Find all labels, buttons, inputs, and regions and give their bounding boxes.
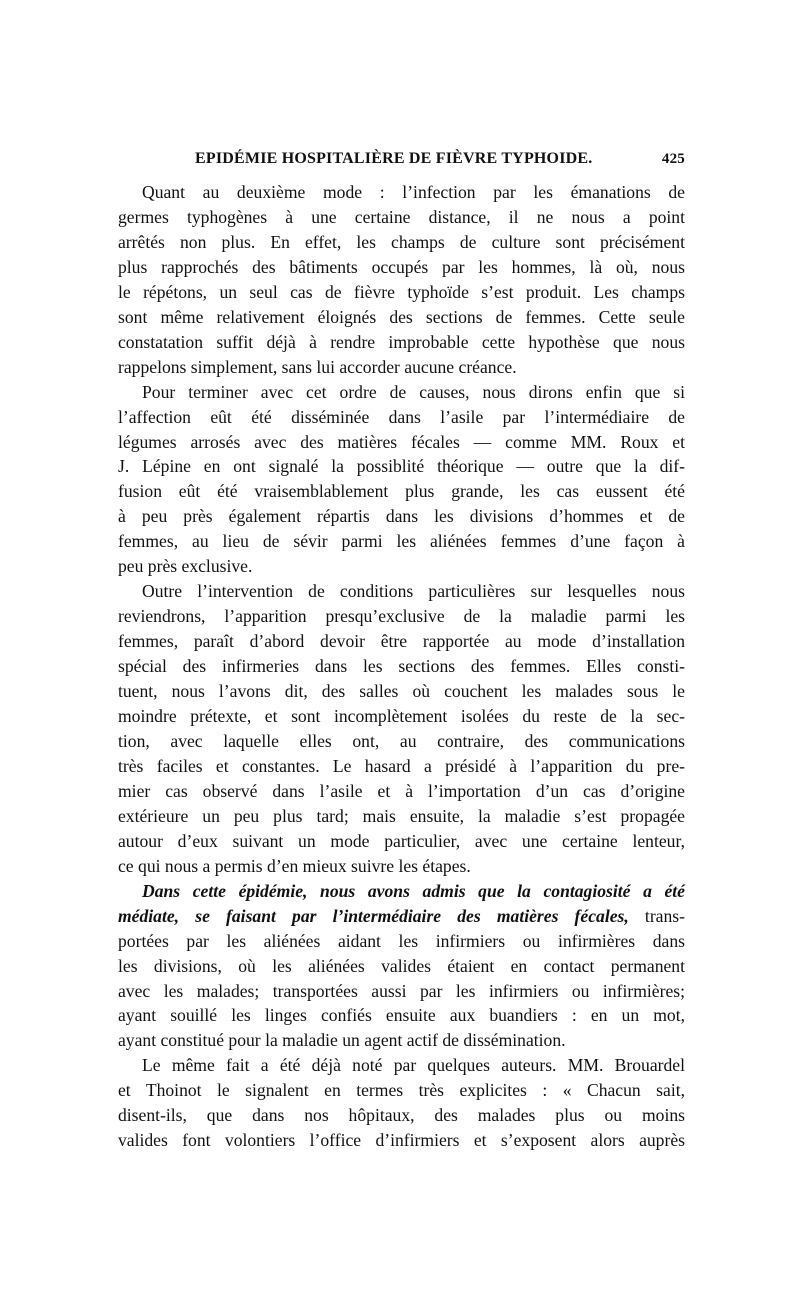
text-line: portées par les aliénées aidant les infirmiers ou infirmières dans xyxy=(118,930,685,951)
text-line: reviendrons, l’apparition presqu’exclusive de la maladie parmi les xyxy=(118,606,685,627)
text-line: valides font volontiers l’office d’infirmiers et s’exposent alors auprès xyxy=(118,1130,685,1151)
text-line: sont même relativement éloignés des sections de femmes. Cette seule xyxy=(118,306,685,327)
text-line: Quant au deuxième mode : l’infection par les émanations de xyxy=(142,182,685,202)
text-line: peu près exclusive. xyxy=(118,556,253,577)
text-line: Outre l’intervention de conditions particulières sur lesquelles nous xyxy=(142,581,685,602)
text-line-mixed xyxy=(118,904,685,929)
body-text xyxy=(118,180,685,1153)
running-header xyxy=(195,150,685,168)
text-line: rappelons simplement, sans lui accorder aucune créance. xyxy=(118,356,517,377)
text-line: très faciles et constantes. Le hasard a présidé à l’apparition du pre- xyxy=(118,755,685,776)
text-line: arrêtés non plus. En effet, les champs de culture sont précisément xyxy=(118,231,685,252)
text-line: constatation suffit déjà à rendre improbable cette hypothèse que nous xyxy=(118,331,685,352)
text-line: extérieure un peu plus tard; mais ensuite, la maladie s’est propagée xyxy=(118,805,685,826)
text-line: moindre prétexte, et sont incomplètement isolées du reste de la sec- xyxy=(118,706,685,727)
plain-text: trans- xyxy=(628,905,685,926)
italic-text: médiate, se faisant par l’intermédiaire des matières fécales, xyxy=(118,905,629,926)
text-line: et Thoinot le signalent en termes très explicites : « Chacun sait, xyxy=(118,1080,685,1101)
text-line: germes typhogènes à une certaine distance, il ne nous a point xyxy=(118,206,685,227)
text-line: légumes arrosés avec des matières fécales — comme MM. Roux et xyxy=(118,431,685,452)
text-line: mier cas observé dans l’asile et à l’importation d’un cas d’origine xyxy=(118,780,685,801)
text-line-italic xyxy=(118,879,685,904)
text-line: femmes, au lieu de sévir parmi les aliénées femmes d’une façon à xyxy=(118,531,685,552)
text-line: J. Lépine en ont signalé la possiblité théorique — outre que la dif- xyxy=(118,456,685,477)
text-line: plus rapprochés des bâtiments occupés par les hommes, là où, nous xyxy=(118,256,685,277)
text-line: le répétons, un seul cas de fièvre typhoïde s’est produit. Les champs xyxy=(118,281,685,302)
text-line: les divisions, où les aliénées valides étaient en contact permanent xyxy=(118,955,685,976)
running-title: EPIDÉMIE HOSPITALIÈRE DE FIÈVRE TYPHOIDE. xyxy=(195,150,593,167)
text-line: ayant constitué pour la maladie un agent actif de dissémination. xyxy=(118,1030,566,1051)
text-line: avec les malades; transportées aussi par les infirmiers ou infirmières; xyxy=(118,980,685,1001)
text-line: tuent, nous l’avons dit, des salles où couchent les malades sous le xyxy=(118,681,685,702)
text-line: l’affection eût été disséminée dans l’asile par l’intermédiaire de xyxy=(118,406,685,427)
page-number: 425 xyxy=(661,151,685,167)
text-line: autour d’eux suivant un mode particulier, avec une certaine lenteur, xyxy=(118,830,685,851)
text-line: fusion eût été vraisemblablement plus grande, les cas eussent été xyxy=(118,481,685,502)
text-line: disent-ils, que dans nos hôpitaux, des malades plus ou moins xyxy=(118,1105,685,1126)
text-line: Le même fait a été déjà noté par quelques auteurs. MM. Brouardel xyxy=(142,1055,685,1076)
text-line: ayant souillé les linges confiés ensuite aux buandiers : en un mot, xyxy=(118,1005,685,1026)
text-line: Pour terminer avec cet ordre de causes, nous dirons enfin que si xyxy=(142,381,685,402)
italic-text: Dans cette épidémie, nous avons admis que la contagiosité a été xyxy=(142,880,685,901)
text-line: spécial des infirmeries dans les sections des femmes. Elles consti- xyxy=(118,656,685,677)
text-line: tion, avec laquelle elles ont, au contraire, des communications xyxy=(118,730,685,751)
text-line: à peu près également répartis dans les divisions d’hommes et de xyxy=(118,506,685,527)
text-line: ce qui nous a permis d’en mieux suivre les étapes. xyxy=(118,855,471,876)
text-line: femmes, paraît d’abord devoir être rapportée au mode d’installation xyxy=(118,631,685,652)
